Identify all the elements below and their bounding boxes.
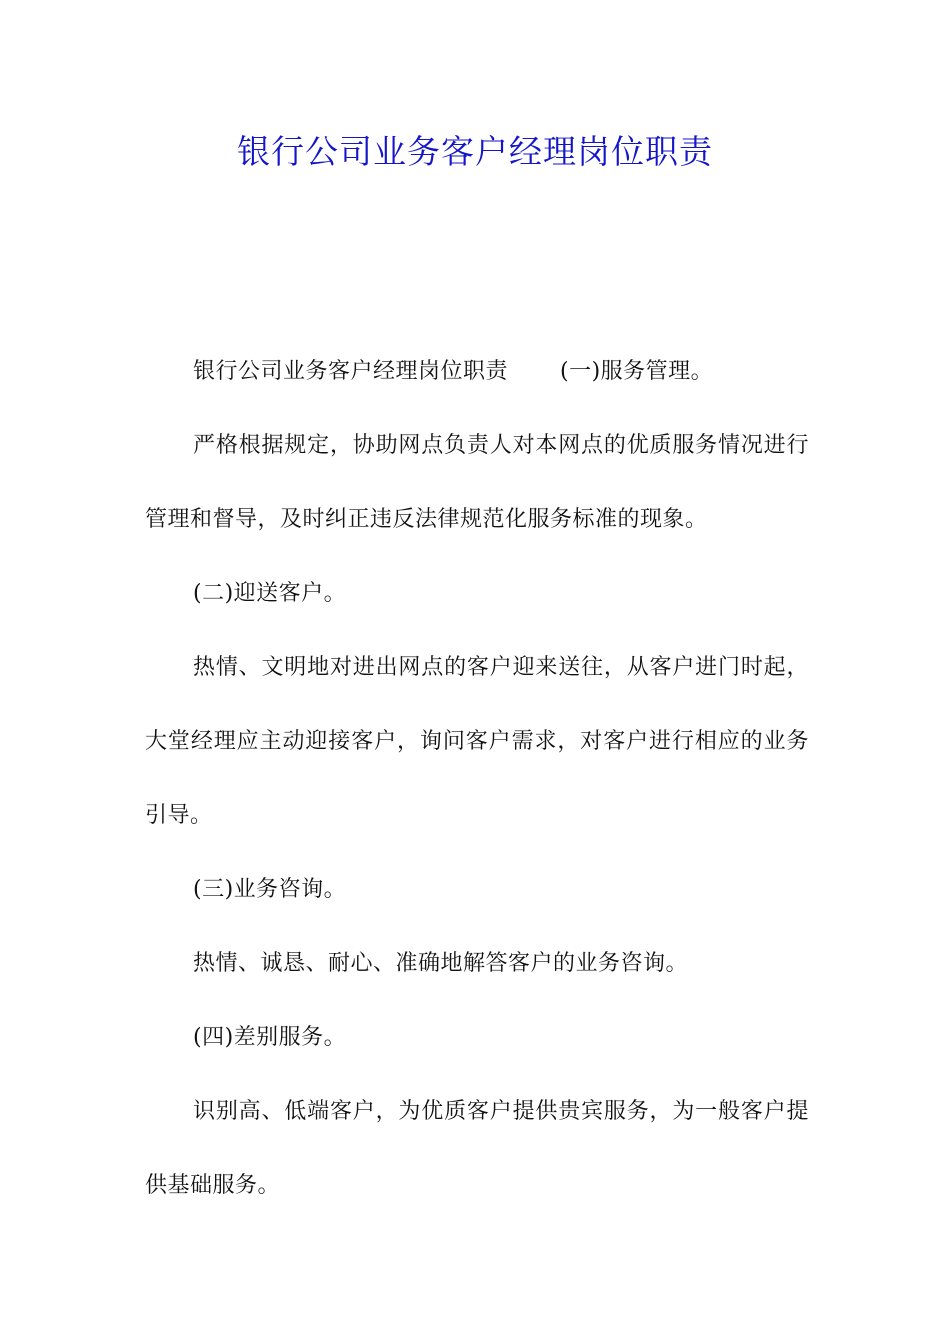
section-heading-2: (二)迎送客户。 bbox=[193, 581, 347, 606]
section-heading-4: (四)差别服务。 bbox=[193, 1025, 347, 1050]
paragraph-consultation: 热情、诚恳、耐心、准确地解答客户的业务咨询。 bbox=[193, 951, 689, 976]
paragraph-intro bbox=[145, 335, 809, 409]
section-heading-1: (一)服务管理。 bbox=[560, 359, 714, 384]
document-body bbox=[145, 335, 809, 1223]
section-heading-3: (三)业务咨询。 bbox=[193, 877, 347, 902]
intro-heading: 银行公司业务客户经理岗位职责 bbox=[193, 359, 509, 384]
paragraph-greeting-customers: 热情、文明地对进出网点的客户迎来送往，从客户进门时起，大堂经理应主动迎接客户，询问客户需求，对客户进行相应的业务引导。 bbox=[145, 655, 809, 828]
paragraph-service-management: 严格根据规定，协助网点负责人对本网点的优质服务情况进行管理和督导，及时纠正违反法律规范化服务标准的现象。 bbox=[145, 433, 809, 532]
document-title: 银行公司业务客户经理岗位职责 bbox=[237, 132, 713, 171]
paragraph-differentiated-service: 识别高、低端客户，为优质客户提供贵宾服务，为一般客户提供基础服务。 bbox=[145, 1099, 809, 1198]
